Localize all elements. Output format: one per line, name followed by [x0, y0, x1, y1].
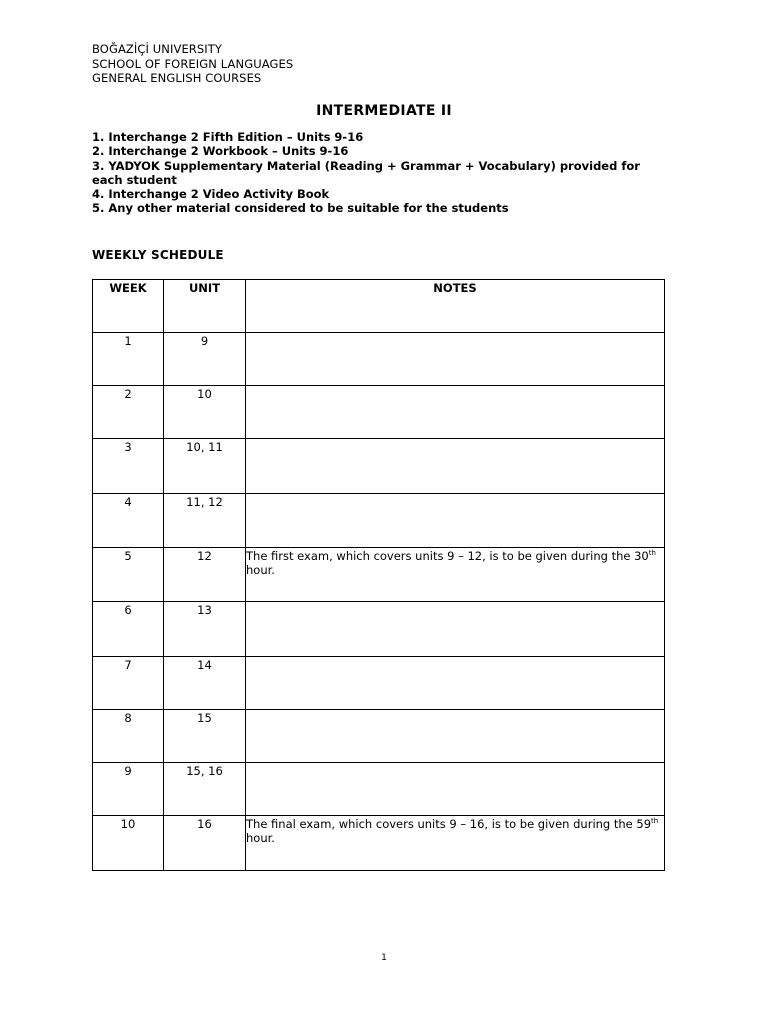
week-cell: 2 [93, 386, 164, 439]
table-row [93, 763, 665, 816]
weekly-schedule-table [92, 279, 665, 871]
week-cell: 7 [93, 657, 164, 710]
page-number: 1 [381, 953, 387, 963]
course-program: GENERAL ENGLISH COURSES [92, 71, 262, 85]
exam-note-text: The first exam, which covers units 9 – 12, is to be given during the 30 [246, 549, 649, 563]
unit-cell: 15 [164, 710, 246, 763]
exam-note-text: The final exam, which covers units 9 – 16, is to be given during the 59 [246, 817, 652, 831]
table-row [93, 386, 665, 439]
materials-item: 4. Interchange 2 Video Activity Book [92, 187, 330, 202]
unit-cell: 10, 11 [164, 439, 246, 494]
table-row [93, 816, 665, 871]
weekly-schedule-heading: WEEKLY SCHEDULE [92, 248, 224, 262]
ordinal-suffix: th [651, 817, 659, 826]
week-cell: 1 [93, 333, 164, 386]
institution-header [92, 42, 293, 86]
unit-cell: 12 [164, 548, 246, 602]
week-cell: 8 [93, 710, 164, 763]
notes-cell [246, 494, 665, 548]
materials-item: 2. Interchange 2 Workbook – Units 9-16 [92, 144, 349, 159]
document-title: INTERMEDIATE II [316, 103, 452, 119]
notes-cell [246, 439, 665, 494]
table-row [93, 602, 665, 657]
unit-cell: 13 [164, 602, 246, 657]
exam-note-tail: hour. [246, 831, 275, 845]
table-header-row [93, 280, 665, 333]
notes-cell [246, 763, 665, 816]
unit-cell: 16 [164, 816, 246, 871]
unit-cell: 9 [164, 333, 246, 386]
university-name: BOĞAZİÇİ UNIVERSITY [92, 42, 223, 56]
table-row [93, 657, 665, 710]
notes-cell [246, 602, 665, 657]
notes-cell [246, 816, 665, 871]
exam-note-tail: hour. [246, 563, 275, 577]
notes-cell [246, 386, 665, 439]
notes-cell [246, 548, 665, 602]
week-cell: 5 [93, 548, 164, 602]
week-column-header: WEEK [93, 280, 164, 333]
week-cell: 10 [93, 816, 164, 871]
school-name: SCHOOL OF FOREIGN LANGUAGES [92, 56, 294, 71]
week-cell: 9 [93, 763, 164, 816]
notes-cell [246, 710, 665, 763]
ordinal-suffix: th [648, 549, 656, 558]
table-row [93, 548, 665, 602]
table-row [93, 333, 665, 386]
materials-item: 5. Any other material considered to be suitable for the students [92, 201, 509, 216]
notes-cell [246, 657, 665, 710]
unit-cell: 15, 16 [164, 763, 246, 816]
week-cell: 6 [93, 602, 164, 657]
notes-column-header: NOTES [246, 280, 665, 333]
week-cell: 4 [93, 494, 164, 548]
unit-cell: 10 [164, 386, 246, 439]
unit-cell: 14 [164, 657, 246, 710]
notes-cell [246, 333, 665, 386]
materials-item: 1. Interchange 2 Fifth Edition – Units 9-16 [92, 130, 364, 144]
materials-item: 3. YADYOK Supplementary Material (Reading + Grammar + Vocabulary) provided for each student [92, 158, 640, 187]
unit-column-header: UNIT [164, 280, 246, 333]
table-row [93, 710, 665, 763]
unit-cell: 11, 12 [164, 494, 246, 548]
table-row [93, 494, 665, 548]
week-cell: 3 [93, 439, 164, 494]
table-row [93, 439, 665, 494]
materials-list [92, 130, 652, 216]
